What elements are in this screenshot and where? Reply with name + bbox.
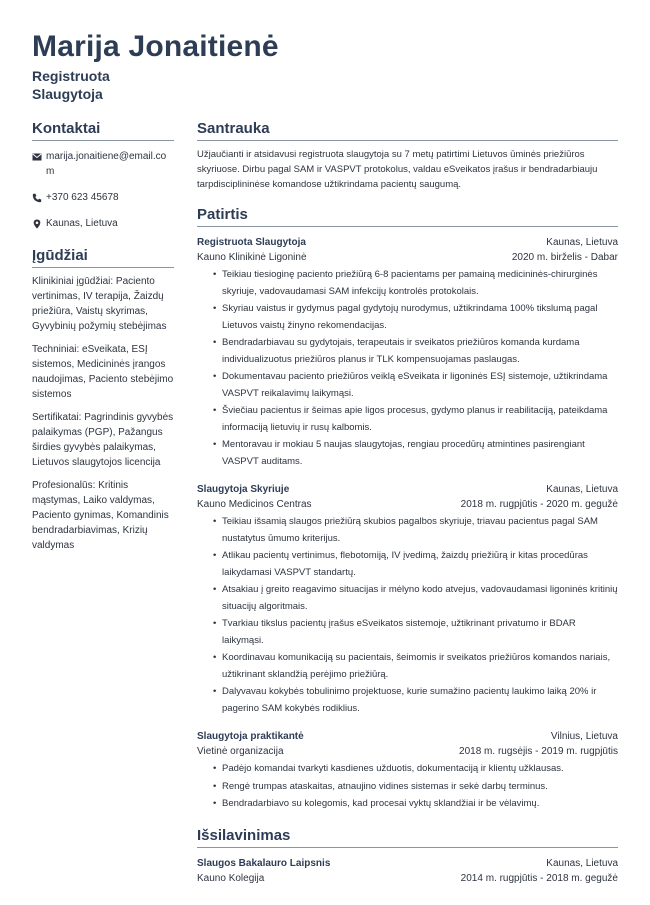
candidate-title: Registruota Slaugytoja — [32, 68, 110, 102]
job-organization: Kauno Medicinos Centras — [197, 499, 312, 510]
job-title: Slaugytoja praktikantė — [197, 731, 304, 742]
job-dates: 2018 m. rugpjūtis - 2020 m. gegužė — [460, 499, 618, 510]
skill-group-professional: Profesionalūs: Kritinis mąstymas, Laiko valdymas, Paciento gynimas, Komandinis bendradarbiavimas, Krizių valdymas — [32, 480, 169, 551]
contact-location-text: Kaunas, Lietuva — [46, 218, 118, 229]
job-title: Registruota Slaugytoja — [197, 237, 306, 248]
contacts-heading: Kontaktai — [32, 120, 174, 141]
location-pin-icon — [32, 216, 46, 231]
contact-phone-text: +370 623 45678 — [46, 192, 119, 203]
job-bullet: • Teikiau išsamią slaugos priežiūrą skubios pagalbos skyriuje, triavau pacientus pagal SAM nustatytus ūmumo kriterijus. — [213, 514, 618, 547]
job-bullet: • Teikiau tiesioginę paciento priežiūrą 6-8 pacientams per pamainą medicininės-chirurginės skyriuje, vadovaudamasi SAM infekcijų kontrolės protokolais. — [213, 267, 618, 300]
phone-icon — [32, 190, 46, 205]
job-organization: Kauno Klinikinė Ligoninė — [197, 252, 307, 263]
summary-text: Užjaučianti ir atsidavusi registruota slaugytoja su 7 metų patirtimi Lietuvos ūminės priežiūros skyriuose. Dirbu pagal SAM ir VASPVT protokolus, valdau eSveikatos įrašus ir bendradarbiauju tarpdisciplininėse komandose užtikrindama pacientų saugumą. — [197, 149, 598, 190]
right-column — [197, 120, 618, 886]
job-bullet: • Rengė trumpas ataskaitas, atnaujino vidines sistemas ir sekė darbų terminus. — [213, 779, 618, 796]
job-bullet: • Atsakiau į greito reagavimo situacijas ir mėlyno kodo atvejus, vadovaudamasi ligoninės kritinių situacijų algoritmais. — [213, 582, 618, 615]
job-bullet: • Dalyvavau kokybės tobulinimo projektuose, kurie sumažino pacientų laukimo laiką 20% ir pagerino SAM kokybės rodiklius. — [213, 684, 618, 717]
contact-email-text: marija.jonaitiene@email.com — [46, 151, 167, 177]
experience-heading: Patirtis — [197, 206, 618, 227]
education-heading: Išsilavinimas — [197, 827, 618, 848]
job-bullet: • Skyriau vaistus ir gydymus pagal gydytojų nurodymus, užtikrindama 100% tikslumą pagal Lietuvos vaistų žinyno rekomendacijas. — [213, 301, 618, 334]
job-organization: Vietinė organizacija — [197, 746, 284, 757]
job-bullet: • Atlikau pacientų vertinimus, flebotomiją, IV įvedimą, žaizdų priežiūrą ir kitas procedūras laikydamasi VASPVT standartų. — [213, 548, 618, 581]
job-title: Slaugytoja Skyriuje — [197, 484, 290, 495]
education-degree: Slaugos Bakalauro Laipsnis — [197, 857, 331, 869]
job-location: Kaunas, Lietuva — [546, 237, 618, 248]
job-bullet: • Mentoravau ir mokiau 5 naujas slaugytojas, rengiau procedūrų atmintines pasirengiant VASPVT auditams. — [213, 437, 618, 470]
education-entry — [197, 856, 618, 886]
summary-heading: Santrauka — [197, 120, 618, 141]
job-dates: 2018 m. rugsėjis - 2019 m. rugpjūtis — [459, 746, 618, 757]
job-location: Vilnius, Lietuva — [550, 731, 618, 742]
contact-email — [32, 149, 174, 179]
education-location: Kaunas, Lietuva — [546, 857, 618, 869]
education-dates: 2014 m. rugpjūtis - 2018 m. gegužė — [460, 872, 618, 884]
skills-heading: Įgūdžiai — [32, 247, 174, 268]
contact-location — [32, 216, 174, 231]
skill-group-technical: Techniniai: eSveikata, ESĮ sistemos, Medicininės įrangos naudojimas, Paciento stebėjimo sistemos — [32, 344, 174, 400]
job-bullet: • Dokumentavau paciento priežiūros veiklą eSveikata ir ligoninės ESĮ sistemoje, užtikrindama VASPVT reikalavimų laikymąsi. — [213, 369, 618, 402]
contact-phone — [32, 190, 174, 205]
left-column — [32, 120, 174, 553]
job-bullet: • Bendradarbiavo su kolegomis, kad procesai vyktų sklandžiai ir be vėlavimų. — [213, 796, 618, 813]
skill-group-clinical: Klinikiniai įgūdžiai: Paciento vertinimas, IV terapija, Žaizdų priežiūra, Vaistų skyrimas, Gyvybinių požymių stebėjimas — [32, 276, 167, 332]
job-entry — [197, 235, 618, 470]
job-bullet: • Padėjo komandai tvarkyti kasdienes užduotis, dokumentaciją ir klientų užklausas. — [213, 761, 618, 778]
envelope-icon — [32, 149, 46, 164]
skill-group-certificates: Sertifikatai: Pagrindinis gyvybės palaikymas (PGP), Pažangus širdies gyvybės palaikymas, Lietuvos slaugytojos licencija — [32, 412, 174, 468]
candidate-name: Marija Jonaitienė — [32, 30, 279, 63]
job-dates: 2020 m. birželis - Dabar — [511, 252, 618, 263]
job-entry — [197, 482, 618, 717]
job-bullet: • Šviečiau pacientus ir šeimas apie ligos procesus, gydymo planus ir reabilitaciją, pateikdama informaciją lietuvių ir rusų kalbomis. — [213, 403, 618, 436]
job-location: Kaunas, Lietuva — [546, 484, 618, 495]
job-bullet: • Koordinavau komunikaciją su pacientais, šeimomis ir sveikatos priežiūros komandos nariais, užtikrinant sklandžią perėjimo priežiūrą. — [213, 650, 618, 683]
job-bullet: • Tvarkiau tikslus pacientų įrašus eSveikatos sistemoje, užtikrinant privatumo ir BDAR laikymąsi. — [213, 616, 618, 649]
job-bullet: • Bendradarbiavau su gydytojais, terapeutais ir sveikatos priežiūros komanda kurdama individualizuotus priežiūros planus ir TLK kompensuojamas paslaugas. — [213, 335, 618, 368]
job-entry — [197, 729, 618, 813]
education-school: Kauno Kolegija — [197, 872, 265, 884]
